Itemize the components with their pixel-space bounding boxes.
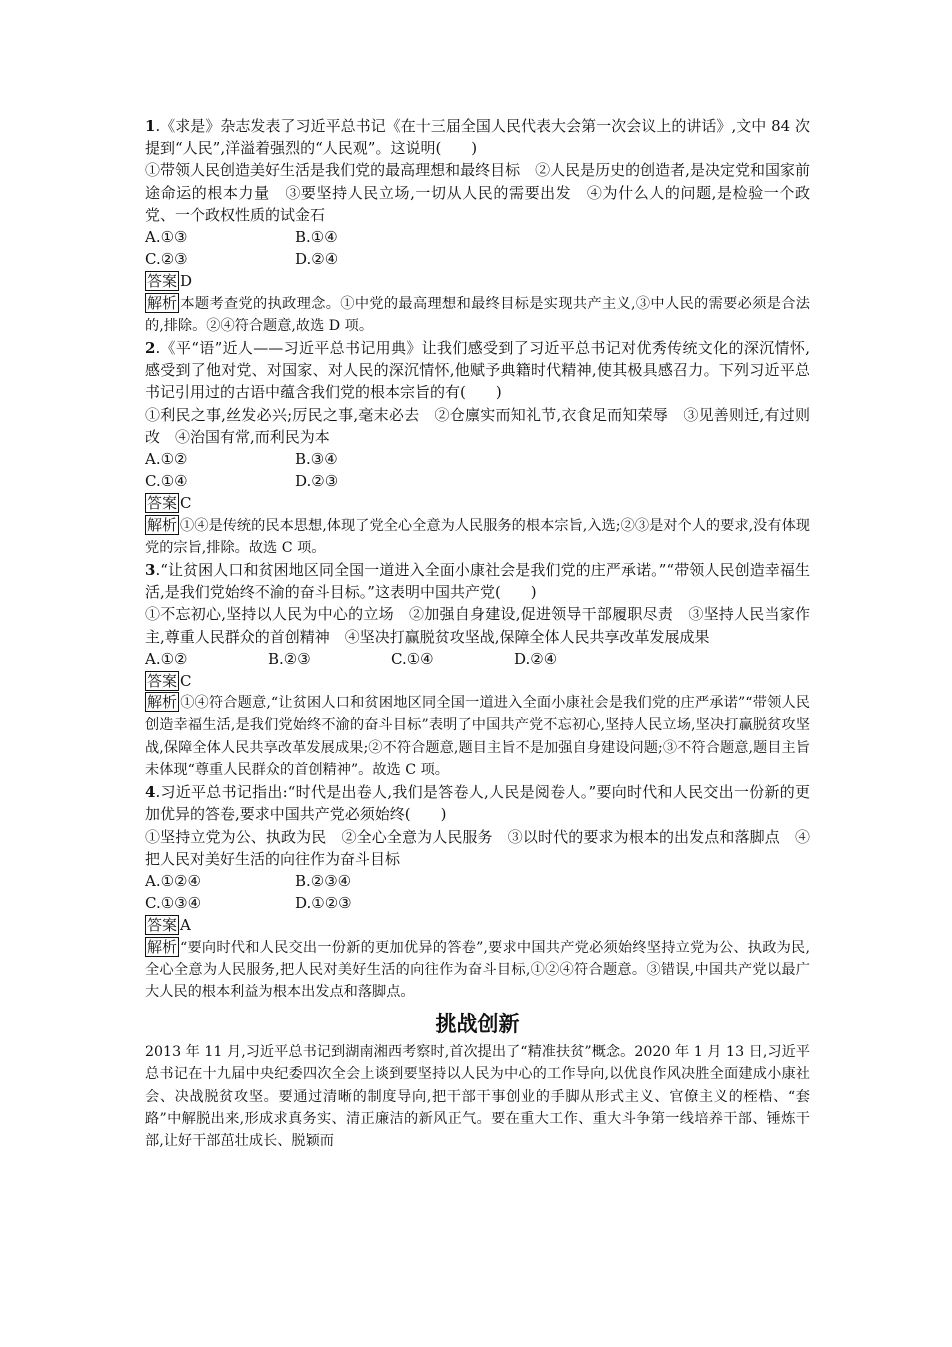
- option-a: A.①②④: [145, 871, 201, 890]
- option-c: C.②③: [145, 250, 188, 269]
- answer-value: A: [180, 916, 191, 935]
- answer-line: [145, 670, 810, 692]
- analysis-tag: 解析: [147, 937, 178, 956]
- question-stem: 2.《平“语”近人——习近平总书记用典》让我们感受到了习近平总书记对优秀传统文化的深沉情怀,感受到了他对党、对国家、对人民的深沉情怀,他赋予典籍时代精神,使其极具感召力。下列习近平总书记引用过的古语中蕴含我们党的根本宗旨的有( ): [145, 339, 810, 402]
- options-row: [145, 448, 810, 470]
- question-stem: 4.习近平总书记指出:“时代是出卷人,我们是答卷人,人民是阅卷人。”要向时代和人民交出一份新的更加优异的答卷,要求中国共产党必须始终( ): [145, 783, 810, 824]
- document-page: [145, 115, 810, 1152]
- option-a: A.①②: [145, 649, 188, 668]
- answer-tag: 答案: [147, 672, 178, 691]
- option-c: C.①④: [145, 472, 188, 491]
- question-number: 2: [145, 339, 156, 358]
- analysis-text: 本题考查党的执政理念。①中党的最高理想和最终目标是实现共产主义,③中人民的需要必须是合法的,排除。②④符合题意,故选 D 项。: [145, 295, 810, 334]
- analysis-block: [145, 293, 810, 337]
- option-d: D.①②③: [295, 894, 352, 913]
- analysis-tag: 解析: [147, 515, 178, 534]
- question-statements: ①不忘初心,坚持以人民为中心的立场 ②加强自身建设,促进领导干部履职尽责 ③坚持人民当家作主,尊重人民群众的首创精神 ④坚决打赢脱贫攻坚战,保障全体人民共享改革发展成果: [145, 605, 810, 646]
- question-stem: 1.《求是》杂志发表了习近平总书记《在十三届全国人民代表大会第一次会议上的讲话》,文中 84 次提到“人民”,洋溢着强烈的“人民观”。这说明( ): [145, 117, 810, 158]
- analysis-block: [145, 515, 810, 559]
- option-b: B.②③④: [295, 871, 352, 890]
- option-c: C.①③④: [145, 894, 202, 913]
- answer-value: C: [180, 494, 192, 513]
- option-a: A.①③: [145, 228, 188, 247]
- question-number: 3: [145, 561, 156, 580]
- option-b: B.③④: [295, 450, 338, 469]
- analysis-text: “要向时代和人民交出一份新的更加优异的答卷”,要求中国共产党必须始终坚持立党为公、执政为民,全心全意为人民服务,把人民对美好生活的向往作为奋斗目标,①②④符合题意。③错误,中国共产党以最广大人民的根本利益为根本出发点和落脚点。: [145, 939, 810, 1000]
- analysis-text: ①④是传统的民本思想,体现了党全心全意为人民服务的根本宗旨,入选;②③是对个人的要求,没有体现党的宗旨,排除。故选 C 项。: [145, 517, 810, 556]
- option-d: D.②③: [295, 472, 339, 491]
- option-d: D.②④: [514, 649, 558, 668]
- section-passage: 2013 年 11 月,习近平总书记到湖南湘西考察时,首次提出了“精准扶贫”概念。2020 年 1 月 13 日,习近平总书记在十九届中央纪委四次全会上谈到要坚持以人民为中心的工作导向,以优良作风决胜全面建成小康社会、决战脱贫攻坚。要通过清晰的制度导向,把干部干事创业的手脚从形式主义、官僚主义的桎梏、“套路”中解脱出来,形成求真务实、清正廉洁的新风正气。要在重大工作、重大斗争第一线培养干部、锤炼干部,让好干部茁壮成长、脱颖而: [145, 1044, 810, 1149]
- question-1: [145, 115, 810, 337]
- answer-line: [145, 492, 810, 514]
- answer-line: [145, 914, 810, 936]
- options-row: [145, 226, 810, 248]
- answer-value: D: [180, 272, 193, 291]
- question-statements: ①利民之事,丝发必兴;厉民之事,毫末必去 ②仓廪实而知礼节,衣食足而知荣辱 ③见善则迁,有过则改 ④治国有常,而利民为本: [145, 405, 810, 446]
- answer-line: [145, 270, 810, 292]
- option-b: B.①④: [295, 228, 338, 247]
- option-c: C.①④: [391, 649, 434, 668]
- option-d: D.②④: [295, 250, 339, 269]
- answer-tag: 答案: [147, 494, 178, 513]
- answer-tag: 答案: [147, 272, 178, 291]
- answer-value: C: [180, 672, 192, 691]
- options-row: [145, 892, 810, 914]
- analysis-block: [145, 937, 810, 1004]
- question-number: 4: [145, 783, 156, 802]
- answer-tag: 答案: [147, 916, 178, 935]
- analysis-tag: 解析: [147, 693, 178, 712]
- options-row: [145, 648, 810, 670]
- question-stem: 3.“让贫困人口和贫困地区同全国一道进入全面小康社会是我们党的庄严承诺。”“带领人民创造幸福生活,是我们党始终不渝的奋斗目标。”这表明中国共产党( ): [145, 561, 810, 602]
- question-statements: ①坚持立党为公、执政为民 ②全心全意为人民服务 ③以时代的要求为根本的出发点和落脚点 ④把人民对美好生活的向往作为奋斗目标: [145, 827, 810, 868]
- options-row: [145, 470, 810, 492]
- question-statements: ①带领人民创造美好生活是我们党的最高理想和最终目标 ②人民是历史的创造者,是决定党和国家前途命运的根本力量 ③要坚持人民立场,一切从人民的需要出发 ④为什么人的问题,是检验一个政党、一个政权性质的试金石: [145, 161, 810, 224]
- options-row: [145, 870, 810, 892]
- question-3: [145, 559, 810, 781]
- option-b: B.②③: [268, 649, 311, 668]
- analysis-tag: 解析: [147, 293, 178, 312]
- analysis-block: [145, 692, 810, 781]
- question-number: 1: [145, 117, 156, 135]
- section-title: 挑战创新: [435, 1012, 520, 1037]
- option-a: A.①②: [145, 450, 188, 469]
- analysis-text: ①④符合题意,“让贫困人口和贫困地区同全国一道进入全面小康社会是我们党的庄严承诺”“带领人民创造幸福生活,是我们党始终不渝的奋斗目标”表明了中国共产党不忘初心,坚持人民立场,坚决打赢脱贫攻坚战,保障全体人民共享改革发展成果;②不符合题意,题目主旨不是加强自身建设问题;③不符合题意,题目主旨未体现“尊重人民群众的首创精神”。故选 C 项。: [145, 695, 810, 778]
- question-2: [145, 337, 810, 559]
- options-row: [145, 248, 810, 270]
- question-4: [145, 781, 810, 1003]
